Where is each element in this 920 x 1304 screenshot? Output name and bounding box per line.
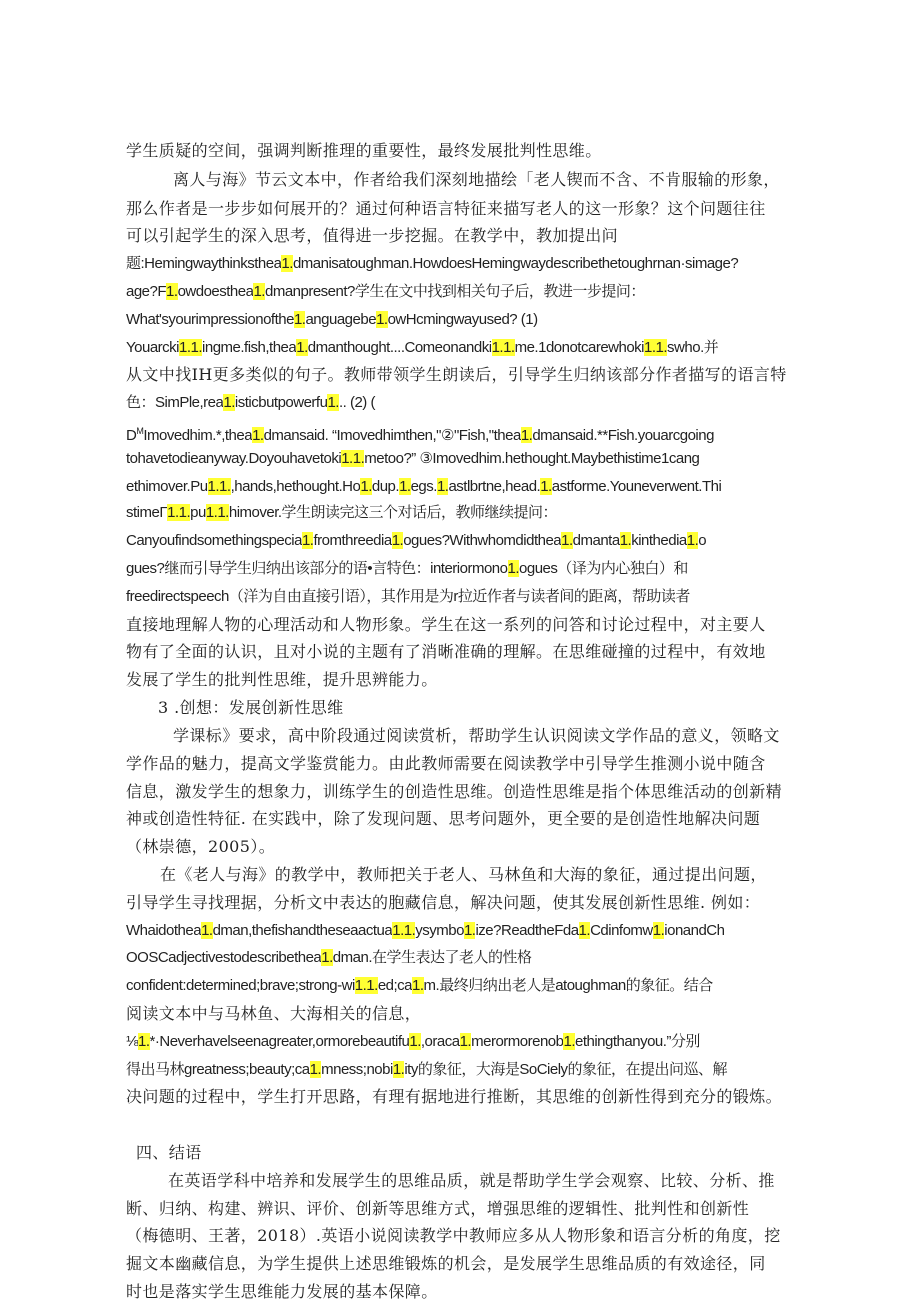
text-segment: D xyxy=(126,427,137,443)
text-line xyxy=(126,1169,848,1193)
text-segment: ogues（译为内心独白）和 xyxy=(519,560,688,577)
text-segment: 3 .创想：发展创新性思维 xyxy=(158,698,344,717)
text-segment: kinthedia xyxy=(631,532,687,549)
text-line xyxy=(126,252,806,276)
highlighted-text: 1. xyxy=(686,532,699,549)
text-segment: merormorenob xyxy=(471,1033,564,1050)
text-segment: 直接地理解人物的心理活动和人物形象。学生在这一系列的问答和讨论过程中，对主要人 xyxy=(126,615,766,634)
highlighted-text: 1. xyxy=(281,255,293,272)
text-segment: anguagebe xyxy=(305,311,377,328)
highlighted-text: 1. xyxy=(619,532,632,549)
text-segment: Canyoufindsomethingspecia xyxy=(126,532,302,549)
text-line xyxy=(126,197,806,221)
text-line xyxy=(126,1280,806,1304)
text-segment: Whaidothea xyxy=(126,922,202,939)
text-segment: 从文中找IH更多类似的句子。教师带领学生朗读后，引导学生归纳该部分作者描写的语言特 xyxy=(126,365,787,384)
text-line xyxy=(126,696,838,720)
text-segment: owHcmingwayused? (1) xyxy=(387,311,538,328)
text-segment: egs. xyxy=(410,478,437,495)
text-line xyxy=(126,391,806,415)
highlighted-text: 1. xyxy=(578,922,591,939)
text-line xyxy=(126,807,806,831)
text-segment: dmanisatoughman.HowdoesHemingwaydescribethetoughrnan·simage? xyxy=(292,255,739,272)
text-segment: tohavetodieanyway.Doyouhavetoki xyxy=(126,450,342,467)
text-line xyxy=(126,501,806,525)
text-segment: dmanthought....Comeonandki xyxy=(307,339,492,356)
text-line xyxy=(126,1224,806,1248)
text-segment: dmanpresent?学生在文中找到相关句子后，教进一步提问： xyxy=(264,283,645,300)
text-line xyxy=(126,1085,806,1109)
highlighted-text: 1. xyxy=(301,532,314,549)
text-line xyxy=(126,780,806,804)
text-line xyxy=(126,363,806,387)
text-segment: ,hands,hethought.Ho xyxy=(230,478,361,495)
text-line xyxy=(126,585,806,609)
text-segment: mness;nobi xyxy=(321,1061,393,1078)
text-segment: ed;ca xyxy=(377,977,413,994)
text-segment: swho.并 xyxy=(667,339,719,356)
text-line xyxy=(126,529,806,553)
highlighted-text: 1. xyxy=(399,478,411,495)
text-segment: ethingthanyou.”分别 xyxy=(575,1033,700,1050)
text-segment: ethimover.Pu xyxy=(126,478,208,495)
text-segment: 发展了学生的批判性思维，提升思辨能力。 xyxy=(126,670,438,689)
text-segment: owdoesthea xyxy=(177,283,254,300)
text-segment: 在英语学科中培养和发展学生的思维品质，就是帮助学生学会观察、比较、分析、推 xyxy=(168,1171,775,1190)
text-segment: o xyxy=(698,532,707,549)
text-line xyxy=(126,946,806,970)
highlighted-text: 1. xyxy=(412,977,424,994)
text-line xyxy=(126,613,806,637)
highlighted-text: 1. xyxy=(436,478,449,495)
highlighted-text: 1. xyxy=(409,1033,421,1050)
highlighted-text: 1. xyxy=(309,1061,322,1078)
text-line xyxy=(126,974,806,998)
text-segment: 在《老人与海》的教学中，教师把关于老人、马林鱼和大海的象征，通过提出问题， xyxy=(160,865,767,884)
highlighted-text: 1.1. xyxy=(644,339,668,356)
text-segment: 阅读文本中与马林鱼、大海相关的信息， xyxy=(126,1004,422,1023)
highlighted-text: 1. xyxy=(360,478,372,495)
text-segment: isticbutpowerfu xyxy=(234,394,328,411)
text-line xyxy=(126,891,806,915)
text-line xyxy=(126,280,806,304)
text-segment: 得出马林greatness;beauty;ca xyxy=(126,1061,310,1078)
text-segment: astlbrtne,head. xyxy=(448,478,541,495)
text-segment: 四、结语 xyxy=(136,1143,202,1162)
text-segment: dman.在学生表达了老人的性格 xyxy=(332,949,532,966)
text-line xyxy=(126,668,806,692)
text-line xyxy=(126,139,806,163)
highlighted-text: 1.1. xyxy=(354,977,378,994)
text-segment: Imovedhim.*,thea xyxy=(143,427,253,443)
text-line xyxy=(126,835,806,859)
text-segment: metoo?” ③Imovedhim.hethought.Maybethistime1cang xyxy=(364,450,700,467)
text-line xyxy=(126,1030,806,1054)
highlighted-text: 1.1. xyxy=(167,504,191,521)
highlighted-text: 1. xyxy=(166,283,178,300)
highlighted-text: 1. xyxy=(459,1033,472,1050)
text-segment: gues?继而引导学生归纳出该部分的语•言特色：interiormono xyxy=(126,560,508,577)
text-segment: 题:Hemingwaythinksthea xyxy=(126,255,282,272)
highlighted-text: 1. xyxy=(327,394,339,411)
text-line xyxy=(126,640,806,664)
text-segment: M xyxy=(136,426,144,436)
text-segment: ogues?Withwhomdidthea xyxy=(403,532,562,549)
text-segment: ,oraca xyxy=(420,1033,460,1050)
text-line xyxy=(126,224,806,248)
highlighted-text: 1. xyxy=(138,1033,150,1050)
text-segment: 引导学生寻找理据，分析文中表达的胞藏信息，解决问题，使其发展创新性思维. 例如： xyxy=(126,893,761,912)
text-segment: stimeΓ xyxy=(126,504,168,521)
text-line xyxy=(126,336,806,360)
text-segment: ionandCh xyxy=(664,922,725,939)
text-line xyxy=(126,1058,806,1082)
text-segment: fromthreedia xyxy=(313,532,392,549)
text-segment: OOSCadjectivestodescribethea xyxy=(126,949,322,966)
text-line xyxy=(126,447,806,471)
text-line xyxy=(126,919,806,943)
text-line xyxy=(126,1002,806,1026)
text-line xyxy=(126,1197,806,1221)
text-segment: dmansaid. “Imovedhimthen,"②"Fish,"thea xyxy=(263,427,521,443)
text-line xyxy=(126,308,806,332)
highlighted-text: 1.1. xyxy=(491,339,515,356)
text-line xyxy=(126,724,853,748)
highlighted-text: 1. xyxy=(296,339,308,356)
text-line xyxy=(126,168,853,192)
text-segment: dmansaid.**Fish.youarcgoing xyxy=(532,427,714,443)
text-segment: pu xyxy=(190,504,206,521)
text-segment: 学生质疑的空间，强调判断推理的重要性，最终发展批判性思维。 xyxy=(126,141,602,160)
text-segment: 物有了全面的认识，且对小说的主题有了消晰准确的理解。在思维碰撞的过程中，有效地 xyxy=(126,642,766,661)
text-segment: himover.学生朗读完这三个对话后，教师继续提问： xyxy=(228,504,558,521)
text-line xyxy=(126,419,806,443)
highlighted-text: 1. xyxy=(253,283,265,300)
text-segment: 神或创造性特征. 在实践中，除了发现问题、思考问题外，更全要的是创造性地解决问题 xyxy=(126,809,761,828)
text-line xyxy=(126,1252,806,1276)
highlighted-text: 1. xyxy=(252,427,264,443)
text-segment: ize?ReadtheFda xyxy=(475,922,579,939)
highlighted-text: 1.1. xyxy=(341,450,365,467)
text-segment: dup. xyxy=(371,478,400,495)
text-segment: 掘文本幽藏信息，为学生提供上述思维锻炼的机会，是发展学生思维品质的有效途径，同 xyxy=(126,1254,766,1273)
highlighted-text: 1. xyxy=(463,922,476,939)
highlighted-text: 1. xyxy=(392,1061,405,1078)
text-line xyxy=(126,557,806,581)
text-line xyxy=(126,1141,816,1165)
highlighted-text: 1. xyxy=(201,922,213,939)
text-segment: astforme.Youneverwent.Thi xyxy=(551,478,722,495)
highlighted-text: 1.1. xyxy=(205,504,229,521)
text-segment: dmanta xyxy=(572,532,620,549)
text-segment: （林崇德，2005）。 xyxy=(126,837,276,856)
text-segment: ingme.fish,thea xyxy=(202,339,297,356)
text-line xyxy=(126,863,840,887)
highlighted-text: 1. xyxy=(507,560,520,577)
text-segment: 那么作者是一步步如何展开的？通过何种语言特征来描写老人的这一形象？这个问题往往 xyxy=(126,199,766,218)
highlighted-text: 1. xyxy=(563,1033,575,1050)
text-segment: 离人与海》节云文本中，作者给我们深刻地描绘「老人锲而不含、不肯服输的形象， xyxy=(173,170,780,189)
text-segment: 学课标》要求，高中阶段通过阅读赏析，帮助学生认识阅读文学作品的意义，领略文 xyxy=(173,726,780,745)
highlighted-text: 1. xyxy=(293,311,306,328)
text-segment: dman,thefishandtheseaactua xyxy=(212,922,393,939)
highlighted-text: 1. xyxy=(520,427,533,443)
text-segment: me.1donotcarewhoki xyxy=(514,339,645,356)
text-segment: confident:determined;brave;strong-wi xyxy=(126,977,355,994)
highlighted-text: 1.1. xyxy=(207,478,231,495)
text-segment: ysymbo xyxy=(415,922,464,939)
highlighted-text: 1. xyxy=(223,394,235,411)
text-segment: （梅德明、王著，2018）.英语小说阅读教学中教师应多从人物形象和语言分析的角度，挖 xyxy=(126,1226,781,1245)
text-line xyxy=(126,752,806,776)
highlighted-text: 1. xyxy=(561,532,573,549)
highlighted-text: 1. xyxy=(540,478,552,495)
text-segment: Youarcki xyxy=(126,339,179,356)
text-segment: age?F xyxy=(126,283,167,300)
text-segment: *·Neverhavelseenagreater,ormorebeautifu xyxy=(149,1033,410,1050)
text-segment: 决问题的过程中，学生打开思路，有理有据地进行推断，其思维的创新性得到充分的锻炼。 xyxy=(126,1087,783,1106)
text-segment: 色：SimPle,rea xyxy=(126,394,224,411)
highlighted-text: 1. xyxy=(376,311,388,328)
text-segment: ⅛ xyxy=(126,1033,139,1050)
text-segment: .. (2) ( xyxy=(338,394,375,411)
highlighted-text: 1.1. xyxy=(392,922,416,939)
highlighted-text: 1. xyxy=(652,922,665,939)
text-segment: 断、归纳、构建、辨识、评价、创新等思维方式，增强思维的逻辑性、批判性和创新性 xyxy=(126,1199,750,1218)
text-segment: m.最终归纳出老人是atoughman的象征。结合 xyxy=(423,977,713,994)
text-segment: ity的象征，大海是SoCiely的象征，在提出问巡、解 xyxy=(404,1061,728,1078)
text-segment: 时也是落实学生思维能力发展的基本保障。 xyxy=(126,1282,438,1301)
highlighted-text: 1.1. xyxy=(178,339,203,356)
text-line xyxy=(126,475,806,499)
highlighted-text: 1. xyxy=(391,532,404,549)
text-segment: 信息，激发学生的想象力，训练学生的创造性思维。创造性思维是指个体思维活动的创新精 xyxy=(126,782,783,801)
text-segment: freedirectspeech（洋为自由直接引语），其作用是为r拉近作者与读者间的距离，帮助读者 xyxy=(126,588,690,605)
text-segment: What'syourimpressionofthe xyxy=(126,311,294,328)
text-segment: Cdinfomw xyxy=(590,922,653,939)
text-segment: 学作品的魅力，提高文学鉴赏能力。由此教师需要在阅读教学中引导学生推测小说中随含 xyxy=(126,754,766,773)
highlighted-text: 1. xyxy=(321,949,333,966)
text-segment: 可以引起学生的深入思考，值得进一步挖掘。在教学中，教加提出问 xyxy=(126,226,619,245)
